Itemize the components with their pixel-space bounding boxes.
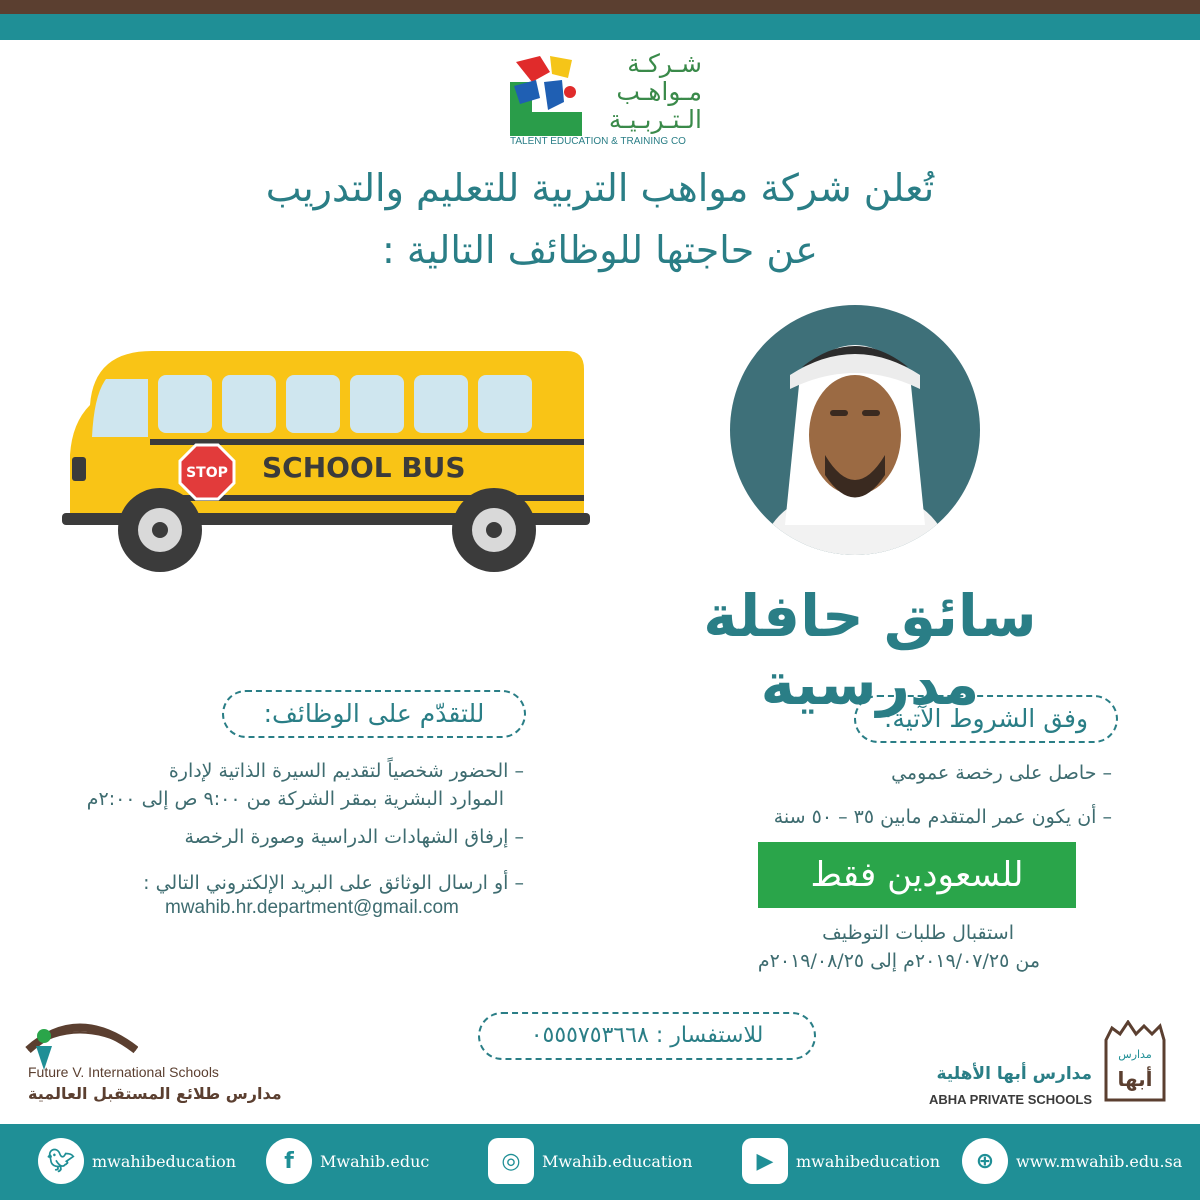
abha-schools-ar: مدارس أبها الأهلية xyxy=(936,1064,1092,1084)
stop-sign-text: STOP xyxy=(186,465,228,481)
job-title: سائق حافلة مدرسية xyxy=(703,582,1037,718)
conditions-heading: وفق الشروط الآتية: xyxy=(854,695,1118,743)
youtube-handle[interactable]: mwahibeducation xyxy=(796,1151,941,1171)
apply-item-1: – الحضور شخصياً لتقديم السيرة الذاتية لإدارة xyxy=(168,760,524,782)
abha-schools-en: ABHA PRIVATE SCHOOLS xyxy=(929,1092,1092,1107)
apply-item-3: – أو ارسال الوثائق على البريد الإلكتروني التالي : xyxy=(143,872,524,894)
reception-line-1: استقبال طلبات التوظيف xyxy=(822,922,1014,944)
headline-line-2: عن حاجتها للوظائف التالية : xyxy=(382,228,818,272)
facebook-handle[interactable]: Mwahib.educ xyxy=(320,1151,430,1171)
abha-emblem-main: أبها xyxy=(1117,1067,1153,1091)
instagram-icon: ◎ xyxy=(488,1138,534,1184)
abha-emblem-top: مدارس xyxy=(1118,1048,1152,1061)
facebook-icon: f xyxy=(266,1138,312,1184)
logo-line-2: مـواهـب xyxy=(616,77,702,106)
social-youtube[interactable] xyxy=(742,1138,940,1184)
apply-item-2: – إرفاق الشهادات الدراسية وصورة الرخصة xyxy=(184,826,524,848)
social-twitter[interactable] xyxy=(38,1138,236,1184)
condition-item-2: – أن يكون عمر المتقدم مابين ٣٥ – ٥٠ سنة xyxy=(773,806,1112,828)
abha-schools-logo xyxy=(880,1020,1170,1120)
top-brown-bar xyxy=(0,0,1200,14)
future-schools-ar: مدارس طلائع المستقبل العالمية xyxy=(28,1084,282,1103)
abha-emblem-icon xyxy=(1100,1020,1170,1110)
apply-item-1-cont: الموارد البشرية بمقر الشركة من ٩:٠٠ ص إلى ٢:٠٠م xyxy=(86,788,504,810)
saudi-only-badge: للسعودين فقط xyxy=(758,842,1076,908)
logo-english-text: TALENT EDUCATION & TRAINING CO xyxy=(510,136,686,147)
phone-inquiry[interactable]: للاستفسار : ٠٥٥٥٧٥٣٦٦٨ xyxy=(478,1012,816,1060)
driver-avatar xyxy=(730,305,980,555)
top-teal-bar xyxy=(0,14,1200,40)
future-schools-en: Future V. International Schools xyxy=(28,1064,219,1080)
twitter-icon: 🐦︎ xyxy=(38,1138,84,1184)
social-website[interactable] xyxy=(962,1138,1182,1184)
school-bus-illustration xyxy=(62,345,590,575)
instagram-handle[interactable]: Mwahib.education xyxy=(542,1151,693,1171)
future-schools-logo xyxy=(18,1010,282,1110)
future-schools-icon xyxy=(18,1010,138,1070)
apply-heading: للتقدّم على الوظائف: xyxy=(222,690,526,738)
website-url[interactable]: www.mwahib.edu.sa xyxy=(1016,1151,1183,1171)
headline-line-1: تُعلن شركة مواهب التربية للتعليم والتدريب xyxy=(265,166,935,210)
condition-item-1: – حاصل على رخصة عمومي xyxy=(891,762,1112,784)
company-logo xyxy=(510,50,720,150)
youtube-icon: ▶ xyxy=(742,1138,788,1184)
logo-line-3: الـتـربـيـة xyxy=(608,105,702,134)
social-instagram[interactable] xyxy=(488,1138,692,1184)
globe-icon: ⊕ xyxy=(962,1138,1008,1184)
social-facebook[interactable] xyxy=(266,1138,429,1184)
bus-label-text: SCHOOL BUS xyxy=(262,451,466,484)
logo-mark-icon xyxy=(510,52,582,136)
logo-line-1: شـركـة xyxy=(627,49,702,78)
logo-arabic-text xyxy=(609,50,702,134)
email-address[interactable]: mwahib.hr.department@gmail.com xyxy=(165,897,459,918)
twitter-handle[interactable]: mwahibeducation xyxy=(92,1151,237,1171)
reception-line-2: من ٢٠١٩/٠٧/٢٥م إلى ٢٠١٩/٠٨/٢٥م xyxy=(757,950,1040,972)
